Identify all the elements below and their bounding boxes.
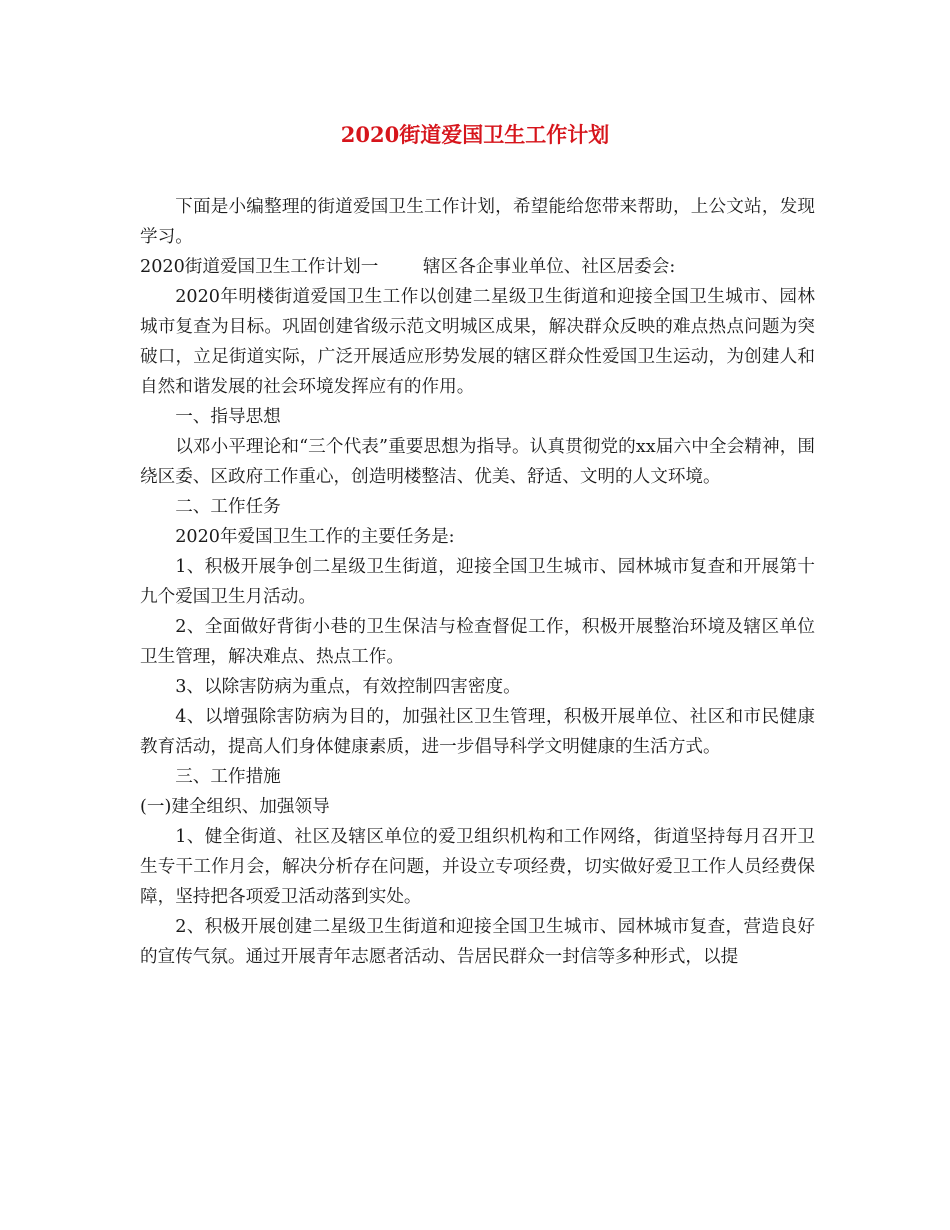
measure-item-2: 2、积极开展创建二星级卫生街道和迎接全国卫生城市、园林城市复查，营造良好的宣传气氛。通过开展青年志愿者活动、告居民群众一封信等多种形式，以提 — [140, 917, 815, 967]
task-item-4: 4、以增强除害防病为目的，加强社区卫生管理，积极开展单位、社区和市民健康教育活动，提高人们身体健康素质，进一步倡导科学文明健康的生活方式。 — [140, 707, 815, 757]
measure-item-1: 1、健全街道、社区及辖区单位的爱卫组织机构和工作网络，街道坚持每月召开卫生专干工作月会，解决分析存在问题，并设立专项经费，切实做好爱卫工作人员经费保障，坚持把各项爱卫活动落到实处。 — [140, 827, 815, 907]
task-item-3: 3、以除害防病为重点，有效控制四害密度。 — [175, 677, 521, 697]
guiding-thought-paragraph: 以邓小平理论和“三个代表”重要思想为指导。认真贯彻党的xx届六中全会精神，围绕区委、区政府工作重心，创造明楼整洁、优美、舒适、文明的人文环境。 — [140, 437, 815, 487]
section-heading-tasks: 二、工作任务 — [175, 497, 281, 517]
task-item-1: 1、积极开展争创二星级卫生街道，迎接全国卫生城市、园林城市复查和开展第十九个爱国卫生月活动。 — [140, 557, 815, 607]
task-item-2: 2、全面做好背街小巷的卫生保洁与检查督促工作，积极开展整治环境及辖区单位卫生管理，解决难点、热点工作。 — [140, 617, 815, 667]
section-heading-measures: 三、工作措施 — [175, 767, 281, 787]
document-body — [140, 192, 815, 972]
section-heading-guiding-thought: 一、指导思想 — [175, 407, 281, 427]
intro-paragraph: 下面是小编整理的街道爱国卫生工作计划，希望能给您带来帮助，上公文站，发现学习。 — [140, 197, 815, 247]
plan-heading-line: 2020街道爱国卫生工作计划一 辖区各企事业单位、社区居委会: — [140, 257, 676, 277]
tasks-intro-paragraph: 2020年爱国卫生工作的主要任务是: — [175, 527, 455, 547]
overview-paragraph: 2020年明楼街道爱国卫生工作以创建二星级卫生街道和迎接全国卫生城市、园林城市复查为目标。巩固创建省级示范文明城区成果，解决群众反映的难点热点问题为突破口，立足街道实际，广泛开展适应形势发展的辖区群众性爱国卫生运动，为创建人和自然和谐发展的社会环境发挥应有的作用。 — [140, 287, 815, 397]
subsection-heading-organization: (一)建全组织、加强领导 — [140, 797, 330, 817]
document-title: 2020街道爱国卫生工作计划 — [340, 122, 610, 147]
